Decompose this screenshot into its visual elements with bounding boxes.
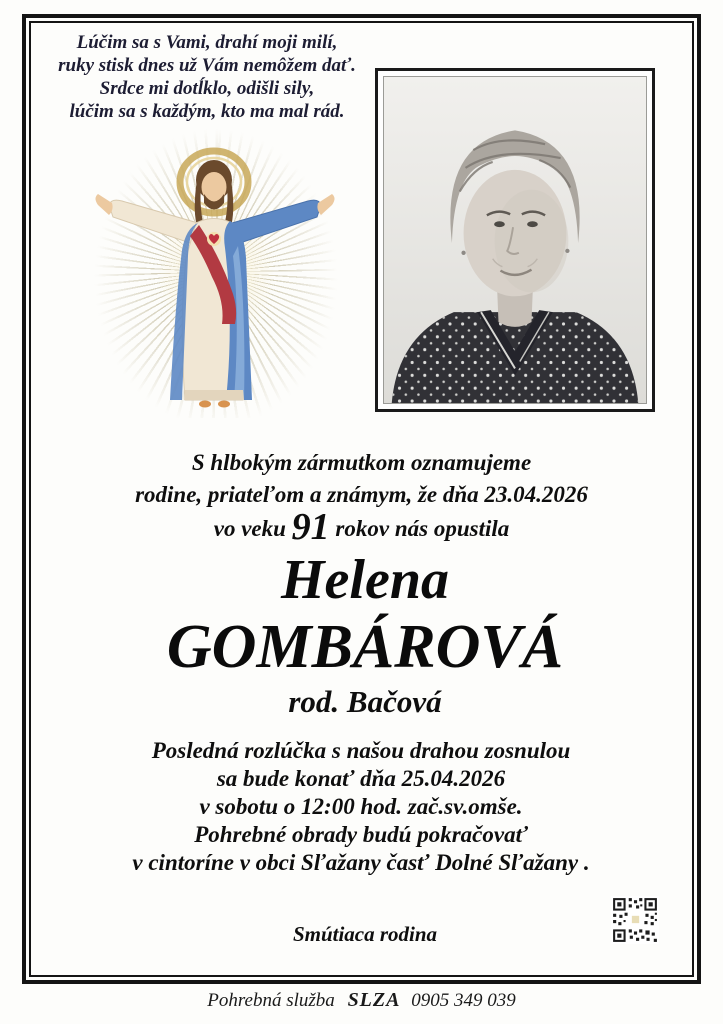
qr-code <box>611 896 659 944</box>
service-phone: 0905 349 039 <box>411 990 516 1011</box>
poem-line: Lúčim sa s Vami, drahí moji milí, <box>76 32 338 53</box>
poem-line: ruky stisk dnes už Vám nemôžem dať. <box>58 55 356 76</box>
announcement-age-line <box>60 506 663 548</box>
deceased-maiden-name: rod. Bačová <box>288 684 442 719</box>
announcement-line: rodine, priateľom a známym, že dňa 23.04.2026 <box>135 482 588 507</box>
deceased-photo-frame <box>375 68 655 412</box>
deceased-surname: GOMBÁROVÁ <box>166 613 564 681</box>
funeral-details-line: Pohrebné obrady budú pokračovať <box>194 822 528 847</box>
funeral-details-line: v cintoríne v obci Sľažany časť Dolné Sľažany . <box>132 850 590 875</box>
age-prefix: vo veku <box>213 516 286 541</box>
deceased-first-name: Helena <box>281 549 449 611</box>
funeral-details-line: Posledná rozlúčka s našou drahou zosnulou <box>151 738 571 763</box>
funeral-service-footer <box>0 989 723 1012</box>
poem-line: lúčim sa s každým, kto ma mal rád. <box>69 101 345 122</box>
service-label: Pohrebná služba <box>207 990 335 1011</box>
risen-christ-image <box>92 126 340 418</box>
funeral-details-line: sa bude konať dňa 25.04.2026 <box>216 766 506 791</box>
mourning-family-signature: Smútiaca rodina <box>292 922 438 946</box>
poem-line: Srdce mi dotĺklo, odišli sily, <box>99 78 315 99</box>
age-value: 91 <box>291 506 330 548</box>
announcement-line: S hlbokým zármutkom oznamujeme <box>191 450 532 475</box>
farewell-poem <box>42 31 372 123</box>
funeral-details <box>31 737 691 877</box>
age-suffix: rokov nás opustila <box>335 516 510 541</box>
christ-figure-icon <box>92 126 340 418</box>
deceased-portrait-photo <box>383 76 647 404</box>
announcement-text <box>60 447 663 548</box>
funeral-details-line: v sobotu o 12:00 hod. zač.sv.omše. <box>199 794 523 819</box>
service-name: SLZA <box>347 989 401 1011</box>
